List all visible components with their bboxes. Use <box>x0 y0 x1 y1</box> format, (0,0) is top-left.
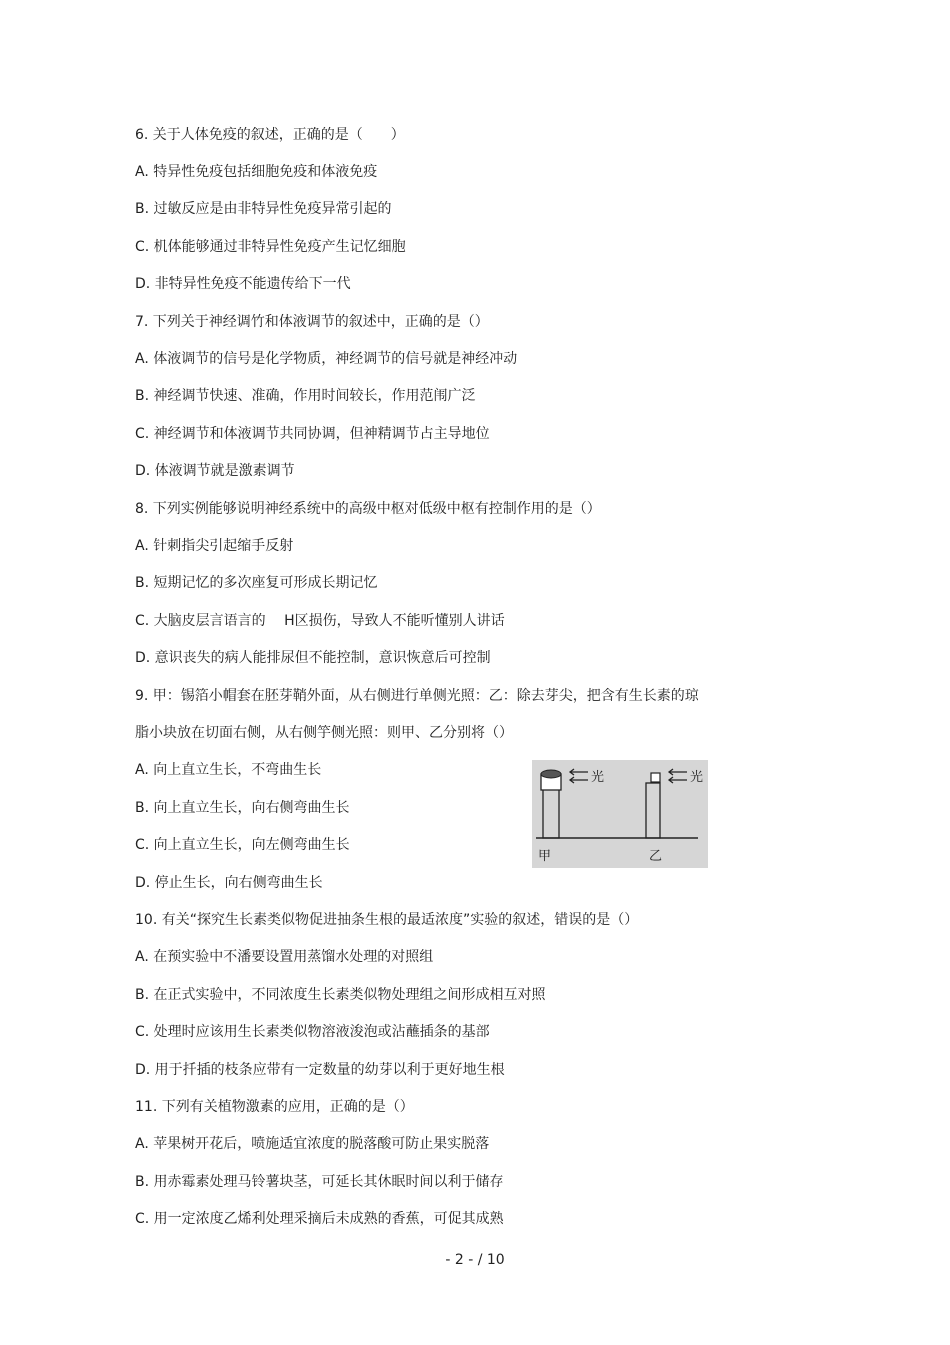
question-6-option-b: B. 过敏反应是由非特异性免疫异常引起的 <box>135 201 392 217</box>
label-jia: 甲 <box>538 849 552 864</box>
question-11-option-b: B. 用赤霉素处理马铃薯块茎，可延长其休眠时间以利于储存 <box>135 1174 504 1190</box>
question-8-option-c: C. 大脑皮层言语言的 H区损伤，导致人不能听懂别人讲话 <box>135 613 505 629</box>
question-7-option-d: D. 体液调节就是激素调节 <box>135 463 295 479</box>
phototropism-figure <box>532 760 708 868</box>
question-10-option-c: C. 处理时应该用生长素类似物溶液浚泡或沾蘸插条的基部 <box>135 1024 490 1040</box>
question-11-option-c: C. 用一定浓度乙烯利处理采摘后未成熟的香蕉，可促其成熟 <box>135 1211 504 1227</box>
page-number: - 2 - / 10 <box>445 1252 505 1268</box>
light-arrows-right-icon <box>669 769 687 783</box>
light-label-left: 光 <box>591 770 605 785</box>
question-7-option-c: C. 神经调节和体液调节共同协调，但神精调节占主导地位 <box>135 426 490 442</box>
question-6-stem: 6. 关于人体免疫的叙述，正确的是（ ） <box>135 127 405 143</box>
seedling-stem-right <box>646 783 660 838</box>
phototropism-diagram <box>532 760 708 868</box>
question-9-option-d: D. 停止生长，向右侧弯曲生长 <box>135 875 323 891</box>
light-arrows-left-icon <box>570 769 588 783</box>
question-9-option-a: A. 向上直立生长，不弯曲生长 <box>135 762 322 778</box>
seedling-stem-left <box>543 789 559 838</box>
question-7-option-a: A. 体液调节的信号是化学物质，神经调节的信号就是神经冲动 <box>135 351 518 367</box>
question-10-stem: 10. 有关“探究生长素类似物促进抽条生根的最适浓度”实验的叙述，错误的是（） <box>135 912 639 928</box>
question-7-option-b: B. 神经调节快速、准确，作用时间较长，作用范闱广泛 <box>135 388 476 404</box>
question-9-option-c: C. 向上直立生长，向左侧弯曲生长 <box>135 837 350 853</box>
question-10-option-a: A. 在预实验中不潘要设置用蒸馏水处理的对照组 <box>135 949 434 965</box>
question-9-stem-line-1: 9. 甲：锡箔小帽套在胚芽鞘外面，从右侧进行单侧光照：乙：除去芽尖，把含有生长素的琼 <box>135 688 699 704</box>
question-7-stem: 7. 下列关于神经调竹和体液调节的叙述中，正确的是（） <box>135 314 489 330</box>
question-8-option-d: D. 意识丧失的病人能排尿但不能控制，意识恢意后可控制 <box>135 650 491 666</box>
agar-block <box>651 773 660 782</box>
foil-cap-top <box>541 770 561 778</box>
light-label-right: 光 <box>690 770 704 785</box>
question-10-option-b: B. 在正式实验中，不同浓度生长素类似物处理组之间形成相互对照 <box>135 987 546 1003</box>
question-6-option-a: A. 特异性免疫包括细胞免疫和体液免疫 <box>135 164 378 180</box>
question-10-option-d: D. 用于扦插的枝条应带有一定数量的幼芽以利于更好地生根 <box>135 1062 505 1078</box>
question-6-option-d: D. 非特异性免疫不能遗传给下一代 <box>135 276 351 292</box>
label-yi: 乙 <box>649 849 663 864</box>
question-8-stem: 8. 下列实例能够说明神经系统中的高级中枢对低级中枢有控制作用的是（） <box>135 501 601 517</box>
question-8-option-a: A. 针刺指尖引起缩手反射 <box>135 538 294 554</box>
question-11-stem: 11. 下列有关植物激素的应用，正确的是（） <box>135 1099 414 1115</box>
question-9-option-b: B. 向上直立生长，向右侧弯曲生长 <box>135 800 350 816</box>
question-6-option-c: C. 机体能够通过非特异性免疫产生记忆细胞 <box>135 239 406 255</box>
question-8-option-b: B. 短期记忆的多次座复可形成长期记忆 <box>135 575 378 591</box>
question-9-stem-line-2: 脂小块放在切面右侧，从右侧竽侧光照：则甲、乙分别将（） <box>135 725 513 741</box>
question-11-option-a: A. 苹果树开花后，喷施适宜浓度的脱落酸可防止果实脱落 <box>135 1136 490 1152</box>
